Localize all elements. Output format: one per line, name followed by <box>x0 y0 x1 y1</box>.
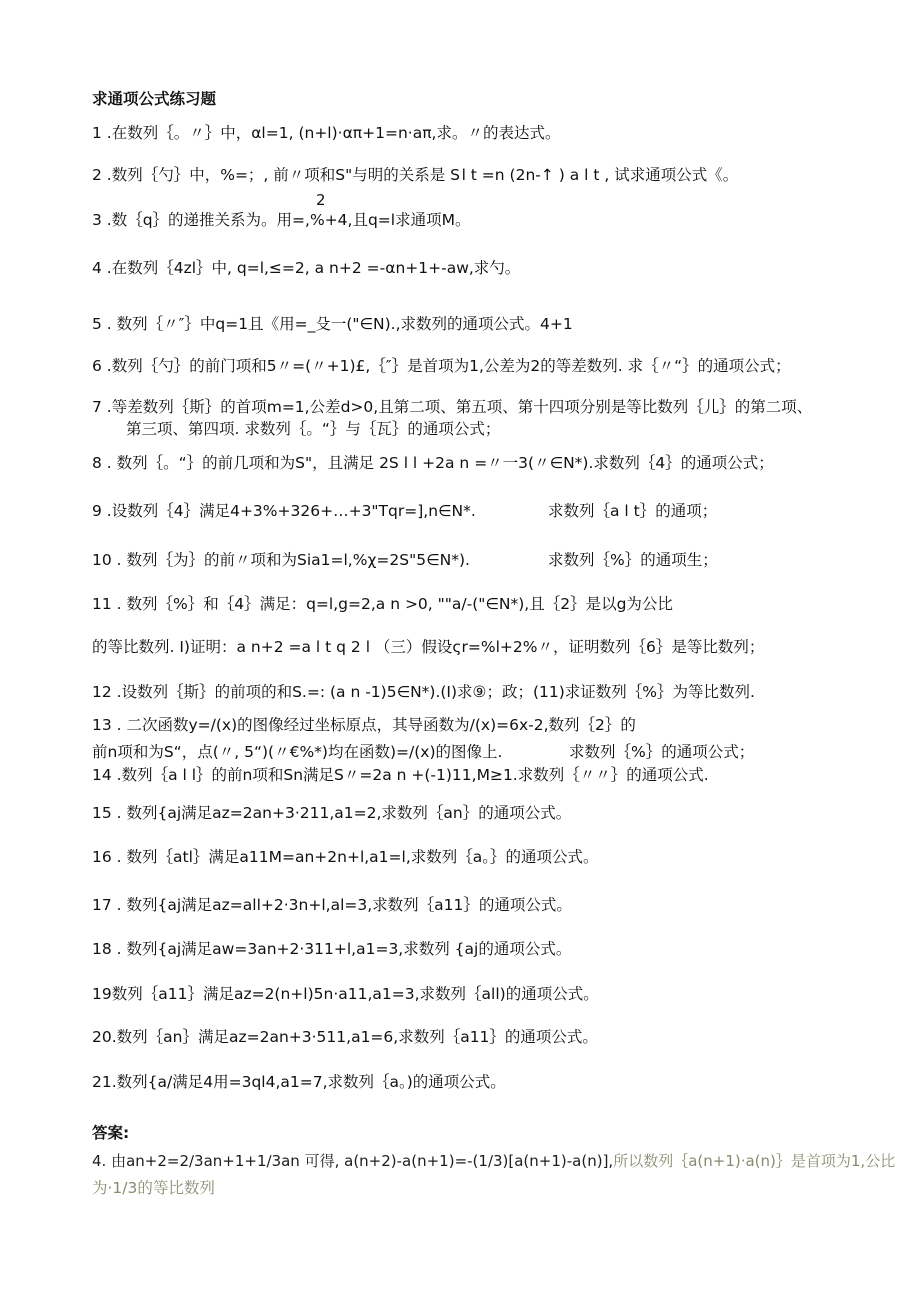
problem-6: 6 .数列｛勺｝的前门项和5〃=(〃+1)£,｛″｝是首项为1,公差为2的等差数列. 求｛〃“｝的通项公式； <box>92 357 791 375</box>
problem-10: 10 . 数列｛为｝的前〃项和为Sia1=l,%χ=2S"5∈N*). <box>92 551 470 569</box>
answer-4-line-2: 为·1/3的等比数列 <box>92 1179 215 1197</box>
problem-16: 16 . 数列｛atl｝满足a11M=an+2n+l,a1=l,求数列｛a。｝的通项公式。 <box>92 848 599 866</box>
problem-3: 3 .数｛q｝的递推关系为。用=,%+4,且q=l求通项M。 <box>92 211 471 229</box>
problem-9: 9 .设数列｛4｝满足4+3%+326+…+3"Tqr=],n∈N*. <box>92 502 476 520</box>
problem-11-continued: 的等比数列. I)证明：a n+2 =a l t q 2 l （三）假设ςr=%l+2%〃，证明数列｛6｝是等比数列； <box>92 638 765 656</box>
problem-5: 5 . 数列｛〃″｝中q=1且《用=_殳一("∈N).,求数列的通项公式。4+1 <box>92 315 573 333</box>
page-title: 求通项公式练习题 <box>92 90 217 108</box>
problem-8: 8 . 数列｛。“｝的前几项和为S"，且满足 2S l l +2a n =〃一3(〃∈N*).求数列｛4｝的通项公式； <box>92 454 774 472</box>
answer-4-part-2: 所以数列｛a(n+1)·a(n)｝是首项为1,公比 <box>613 1152 896 1170</box>
problem-9-question: 求数列｛a l t｝的通项； <box>548 502 718 520</box>
problem-13: 13 . 二次函数y=∕(x)的图像经过坐标原点，其导函数为/(x)=6x-2,数列｛2｝的 <box>92 716 636 734</box>
answers-heading: 答案: <box>92 1124 130 1142</box>
problem-15: 15 . 数列{aj满足az=2an+3·211,a1=2,求数列｛an｝的通项公式。 <box>92 804 572 822</box>
problem-14: 14 .数列｛a l l｝的前n项和Sn满足S〃=2a n +(-1)11,M≥1.求数列｛〃〃｝的通项公式. <box>92 766 709 784</box>
problem-7: 7 .等差数列｛斯｝的首项m=1,公差d>0,且第二项、第五项、第十四项分别是等比数列｛儿｝的第二项、 <box>92 398 813 416</box>
problem-12: 12 .设数列｛斯｝的前项的和S.=: (a n -1)5∈N*).(I)求⑨；政；(11)求证数列｛%｝为等比数列. <box>92 683 755 701</box>
problem-18: 18 . 数列{aj满足aw=3an+2·311+l,a1=3,求数列 {aj的通项公式。 <box>92 940 572 958</box>
problem-20: 20.数列｛an｝满足az=2an+3·511,a1=6,求数列｛a11｝的通项公式。 <box>92 1028 598 1046</box>
problem-13-question: 求数列｛%｝的通项公式； <box>569 743 755 761</box>
problem-2: 2 .数列｛勺｝中，%=；, 前〃项和S"与明的关系是 S l t =n (2n-↑ ) a l t , 试求通项公式《。 <box>92 166 739 184</box>
problem-2-superscript: 2 <box>316 191 326 209</box>
answer-4-line-1 <box>92 1151 895 1171</box>
problem-10-question: 求数列｛%｝的通项生； <box>548 551 718 569</box>
problem-7-continued: 第三项、第四项. 求数列｛。“｝与｛瓦｝的通项公式； <box>126 420 501 438</box>
problem-19: 19数列｛a11｝满足az=2(n+l)5n·a11,a1=3,求数列｛all)的通项公式。 <box>92 985 599 1003</box>
problem-17: 17 . 数列{aj满足az=all+2·3n+l,al=3,求数列｛a11｝的通项公式。 <box>92 896 572 914</box>
problem-11: 11 . 数列｛%｝和｛4｝满足：q=l,g=2,a n >0, ""a/-("∈N*),且｛2｝是以g为公比 <box>92 595 673 613</box>
problem-21: 21.数列{a∕满足4用=3ql4,a1=7,求数列｛a。)的通项公式。 <box>92 1073 506 1091</box>
problem-13-continued: 前n项和为S“，点(〃, 5“)(〃€%*)均在函数)=/(x)的图像上. <box>92 743 503 761</box>
problem-4: 4 .在数列｛4zl｝中, q=l,≤=2, a n+2 =-αn+1+-aw,求勺。 <box>92 259 521 277</box>
answer-4-part-1: 4. 由an+2=2∕3an+1+1∕3an 可得, a(n+2)-a(n+1)=-(1∕3)[a(n+1)-a(n)], <box>92 1152 614 1170</box>
problem-1: 1 .在数列｛。〃｝中，αl=1, (n+l)·απ+1=n·aπ,求。〃的表达式。 <box>92 124 561 142</box>
